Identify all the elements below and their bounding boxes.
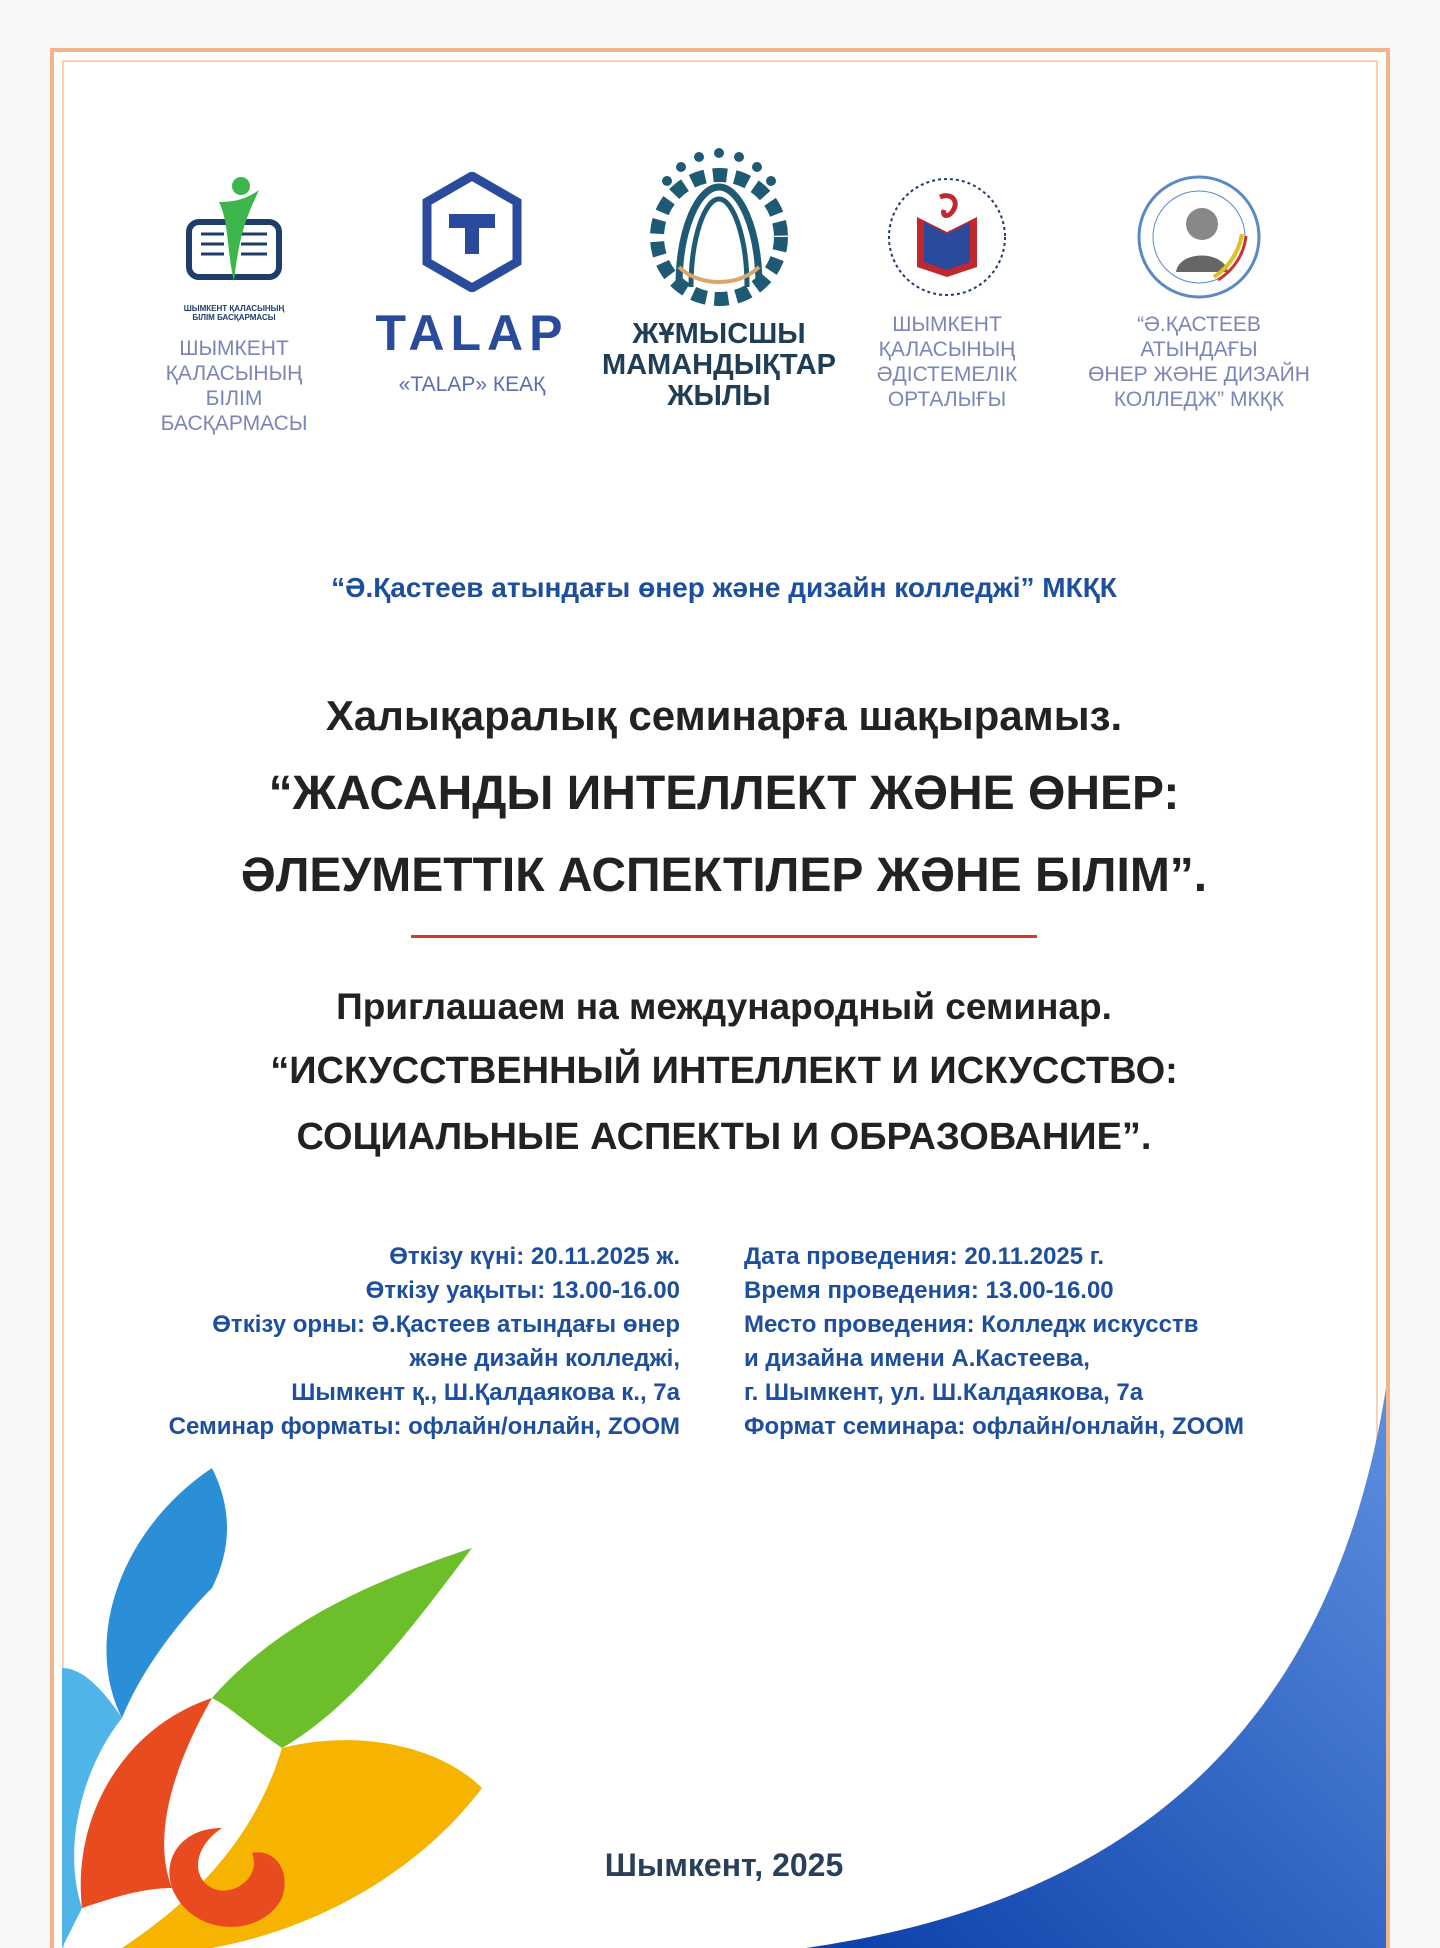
gear-shanyrak-icon — [639, 147, 799, 307]
caption-line: “Ә.ҚАСТЕЕВ — [1137, 313, 1261, 336]
caption-line: ҚАЛАСЫНЫҢ — [165, 362, 303, 385]
kz-title-line1: “ЖАСАНДЫ ИНТЕЛЛЕКТ ЖӘНЕ ӨНЕР: — [268, 767, 1180, 820]
caption-line: «TALAP» КЕАҚ — [398, 373, 546, 396]
divider-rule — [411, 935, 1037, 938]
kz-title-line2: ӘЛЕУМЕТТІК АСПЕКТІЛЕР ЖӘНЕ БІЛІМ”. — [240, 849, 1208, 902]
ru-invite: Приглашаем на международный семинар. — [336, 986, 1112, 1027]
caption-line: ӨНЕР ЖӘНЕ ДИЗАЙН — [1088, 363, 1310, 386]
info-line: Формат семинара: офлайн/онлайн, ZOOM — [744, 1413, 1244, 1440]
caption-line: ШЫМКЕНТ — [892, 313, 1002, 336]
poster — [50, 48, 1390, 1948]
book-person-icon — [179, 172, 289, 302]
logo-workers-year — [599, 147, 839, 412]
caption-line: ҚАЛАСЫНЫҢ — [878, 338, 1016, 361]
info-kazakh — [169, 1240, 680, 1444]
info-line: Шымкент қ., Ш.Қалдаякова к., 7а — [291, 1379, 680, 1406]
info-line: Дата проведения: 20.11.2025 г. — [744, 1243, 1105, 1270]
info-line: Время проведения: 13.00-16.00 — [744, 1277, 1114, 1304]
info-line: Өткізу күні: 20.11.2025 ж. — [389, 1243, 680, 1270]
caption-line: БІЛІМ — [205, 387, 263, 410]
logo-talap — [362, 172, 582, 397]
portrait-seal-icon — [1134, 172, 1264, 302]
info-line: Өткізу орны: Ә.Қастеев атындағы өнер — [212, 1311, 680, 1338]
info-line: Семинар форматы: офлайн/онлайн, ZOOM — [168, 1413, 680, 1440]
info-line: Место проведения: Колледж искусств — [744, 1311, 1199, 1338]
ru-title-line2: СОЦИАЛЬНЫЕ АСПЕКТЫ И ОБРАЗОВАНИЕ”. — [296, 1116, 1152, 1158]
logo-small-text: ШЫМКЕНТ ҚАЛАСЫНЫҢ БІЛІМ БАСҚАРМАСЫ — [183, 304, 285, 322]
book-seal-icon — [882, 172, 1012, 302]
info-line: г. Шымкент, ул. Ш.Калдаякова, 7а — [744, 1379, 1144, 1406]
info-russian — [744, 1240, 1244, 1444]
talap-wordmark: TALAP — [375, 305, 569, 361]
organizer: “Ә.Қастеев атындағы өнер және дизайн колледжі” МКҚК — [331, 572, 1117, 603]
logo-methodical-center — [837, 172, 1057, 412]
caption-line: КОЛЛЕДЖ” МКҚК — [1113, 388, 1285, 411]
logo-kasteev-college — [1079, 172, 1319, 412]
kz-invite: Халықаралық семинарға шақырамыз. — [325, 692, 1123, 739]
caption-line: ОРТАЛЫҒЫ — [887, 388, 1007, 411]
logo-education-department — [124, 172, 344, 436]
footer-city-year: Шымкент, 2025 — [604, 1847, 844, 1883]
caption-line: ЖЫЛЫ — [667, 380, 771, 412]
talap-hexagon-icon — [417, 172, 527, 292]
caption-line: ӘДІСТЕМЕЛІК — [876, 363, 1018, 386]
caption-line: МАМАНДЫҚТАР — [601, 349, 837, 381]
info-line: Өткізу уақыты: 13.00-16.00 — [365, 1277, 680, 1304]
info-line: и дизайна имени А.Кастеева, — [744, 1345, 1090, 1372]
caption-line: АТЫНДАҒЫ — [1140, 338, 1258, 361]
caption-line: ЖҰМЫСШЫ — [632, 318, 806, 350]
info-line: және дизайн колледжі, — [409, 1345, 680, 1372]
caption-line: ШЫМКЕНТ — [179, 337, 289, 360]
caption-line: БАСҚАРМАСЫ — [160, 412, 308, 435]
ru-title-line1: “ИСКУССТВЕННЫЙ ИНТЕЛЛЕКТ И ИСКУССТВО: — [270, 1050, 1178, 1092]
